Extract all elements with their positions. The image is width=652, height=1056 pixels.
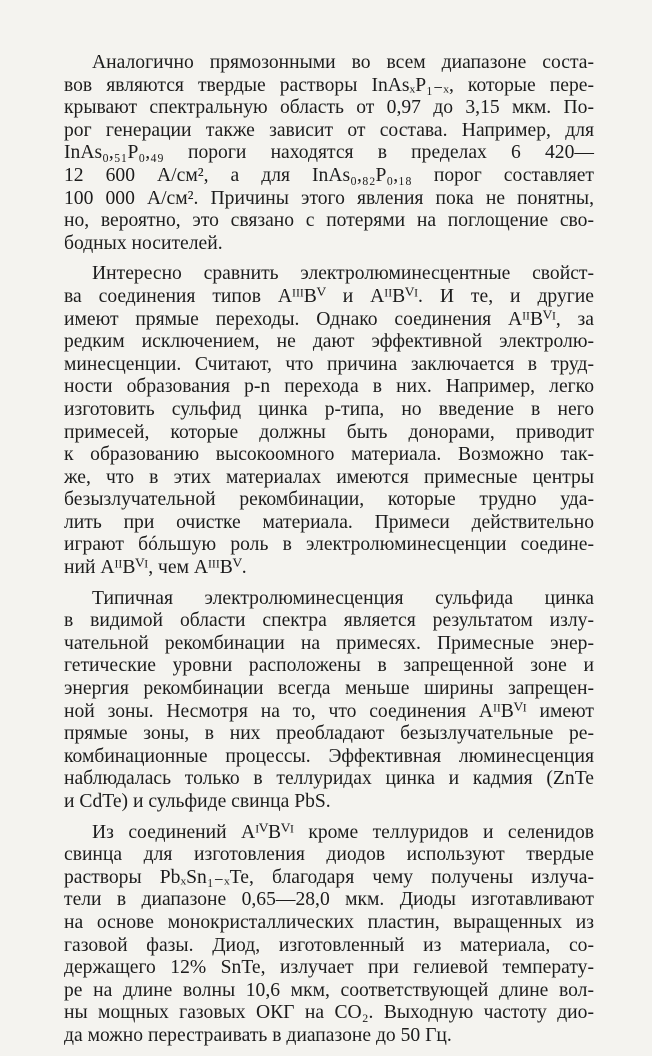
text-line: свинца для изготовления диодов используют твердые [64, 844, 594, 866]
text-line: на основе монокристаллических пластин, выращенных из [64, 911, 594, 933]
paragraph-1 [64, 52, 594, 255]
text-line: редким исключением, не дают эффективной электролю- [64, 331, 594, 353]
text-line: в видимой области спектра является результатом излу- [64, 610, 594, 632]
paragraph-2 [64, 263, 594, 579]
text-line: 100 000 А/см². Причины этого явления пока не понятны, [64, 187, 594, 209]
text-line: наблюдалась только в теллуридах цинка и кадмия (ZnTe [64, 768, 594, 790]
text-line: ности образования p-n перехода в них. Например, легко [64, 376, 594, 398]
text-line: вов являются твердые растворы InAsₓP₁₋ₓ, которые пере- [64, 74, 594, 96]
text-line: чательной рекомбинации на примесях. Примесные энер- [64, 632, 594, 654]
text-line: ной зоны. Несмотря на то, что соединения AᴵᴵBⱽᴵ имеют [64, 700, 594, 722]
text-line: минесценции. Считают, что причина заключается в труд- [64, 353, 594, 375]
text-line: к образованию высокоомного материала. Возможно так- [64, 444, 594, 466]
text-line: газовой фазы. Диод, изготовленный из материала, со- [64, 934, 594, 956]
text-line: изготовить сульфид цинка p-типа, но введение в него [64, 398, 594, 420]
text-line: ва соединения типов AᴵᴵᴵBⱽ и AᴵᴵBⱽᴵ. И те, и другие [64, 285, 594, 307]
text-line: рог генерации также зависит от состава. Например, для [64, 119, 594, 141]
text-line: InAs₀,₅₁P₀,₄₉ пороги находятся в пределах 6 420— [64, 142, 594, 164]
text-line: безызлучательной рекомбинации, которые трудно уда- [64, 489, 594, 511]
paragraph-3 [64, 588, 594, 814]
text-line: Из соединений AᴵⱽBⱽᴵ кроме теллуридов и селенидов [92, 821, 594, 843]
text-line: но, вероятно, это связано с потерями на поглощение сво- [64, 210, 594, 232]
text-line: Аналогично прямозонными во всем диапазоне соста- [92, 52, 594, 73]
page-body [64, 52, 594, 1056]
text-line: играют бóльшую роль в электролюминесценции соедине- [64, 534, 594, 556]
text-line: да можно перестраивать в диапазоне до 50 Гц. [64, 1024, 452, 1046]
text-line: Типичная электролюминесценция сульфида цинка [92, 587, 594, 609]
text-line: имеют прямые переходы. Однако соединения AᴵᴵBⱽᴵ, за [64, 308, 594, 330]
text-line: 12 600 А/см², а для InAs₀,₈₂P₀,₁₈ порог составляет [64, 164, 594, 186]
text-line: крывают спектральную область от 0,97 до 3,15 мкм. По- [64, 97, 594, 119]
text-line: гетические уровни расположены в запрещенной зоне и [64, 655, 594, 677]
text-line: тели в диапазоне 0,65—28,0 мкм. Диоды изготавливают [64, 889, 594, 911]
text-line: ны мощных газовых ОКГ на CO₂. Выходную частоту дио- [64, 1002, 594, 1024]
text-line: примесей, которые должны быть донорами, приводит [64, 421, 594, 443]
text-line: ний AᴵᴵBⱽᴵ, чем AᴵᴵᴵBⱽ. [64, 557, 247, 579]
text-line: Интересно сравнить электролюминесцентные свойст- [92, 263, 594, 285]
text-line: прямые зоны, в них преобладают безызлучательные ре- [64, 723, 594, 745]
text-line: же, что в этих материалах имеются примесные центры [64, 466, 594, 488]
text-line: лить при очистке материала. Примеси действительно [64, 511, 594, 533]
text-line: энергия рекомбинации всегда меньше ширины запрещен- [64, 678, 594, 700]
text-line: держащего 12% SnTe, излучает при гелиевой температу- [64, 957, 594, 979]
text-line: комбинационные процессы. Эффективная люминесценция [64, 745, 594, 767]
paragraph-4 [64, 822, 594, 1048]
text-line: бодных носителей. [64, 232, 223, 254]
text-line: ре на длине волны 10,6 мкм, соответствующей длине вол- [64, 979, 594, 1001]
text-line: и CdTe) и сульфиде свинца PbS. [64, 791, 331, 812]
text-line: растворы PbₓSn₁₋ₓTe, благодаря чему получены излуча- [64, 866, 594, 888]
